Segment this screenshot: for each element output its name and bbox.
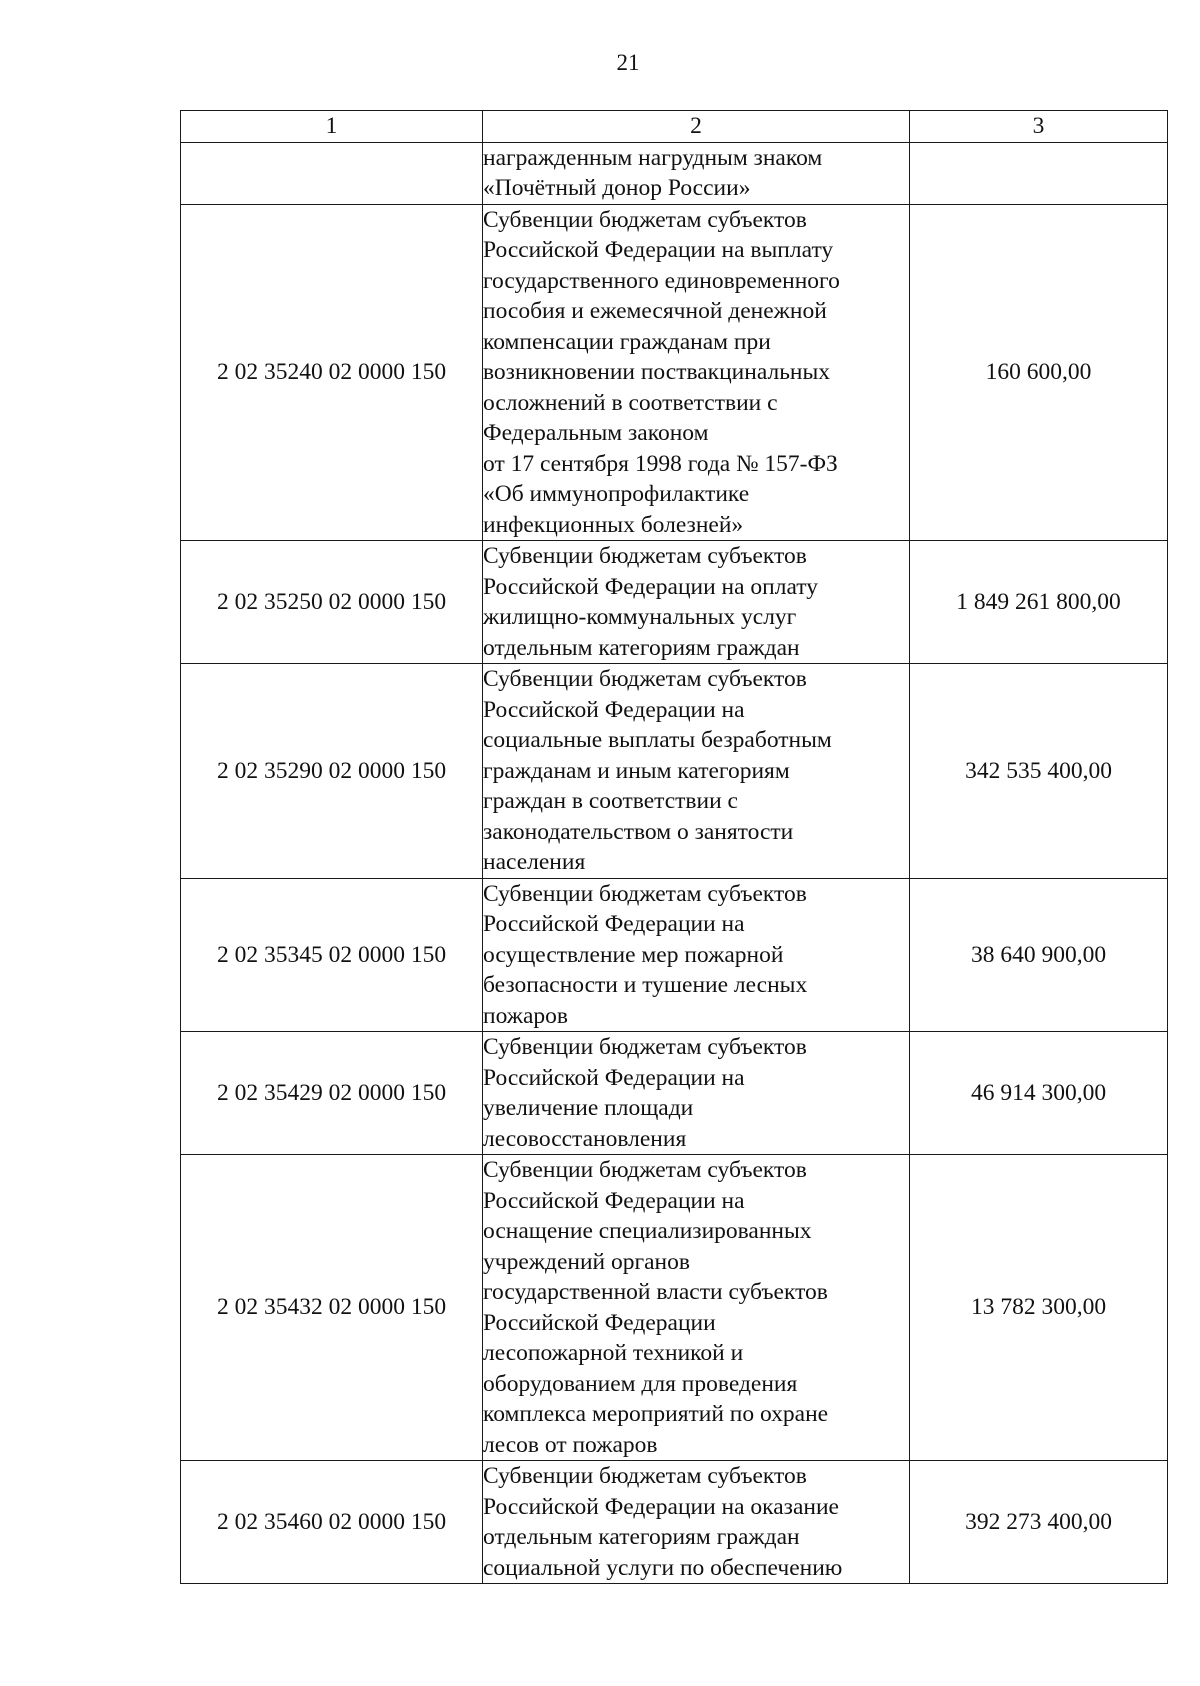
cell-description: награжденным нагрудным знаком «Почётный донор России» bbox=[483, 142, 910, 204]
cell-amount bbox=[910, 142, 1168, 204]
cell-amount: 1 849 261 800,00 bbox=[910, 541, 1168, 664]
table-row bbox=[181, 1032, 1168, 1155]
table-row bbox=[181, 204, 1168, 541]
table-row bbox=[181, 664, 1168, 879]
table-body bbox=[181, 142, 1168, 1584]
table-row bbox=[181, 1461, 1168, 1584]
column-header-amount: 3 bbox=[910, 111, 1168, 143]
column-header-code: 1 bbox=[181, 111, 483, 143]
cell-amount: 46 914 300,00 bbox=[910, 1032, 1168, 1155]
table-row bbox=[181, 142, 1168, 204]
cell-budget-code: 2 02 35429 02 0000 150 bbox=[181, 1032, 483, 1155]
cell-budget-code bbox=[181, 142, 483, 204]
cell-budget-code: 2 02 35290 02 0000 150 bbox=[181, 664, 483, 879]
cell-budget-code: 2 02 35250 02 0000 150 bbox=[181, 541, 483, 664]
table-row bbox=[181, 878, 1168, 1032]
cell-description: Субвенции бюджетам субъектов Российской Федерации на оплату жилищно-коммунальных услуг отдельным категориям граждан bbox=[483, 541, 910, 664]
table-header-row bbox=[181, 111, 1168, 143]
cell-description: Субвенции бюджетам субъектов Российской Федерации на оснащение специализированных учреждений органов государственной власти субъектов Российской Федерации лесопожарной техникой и оборудованием для проведения комплекса мероприятий по охране лесов от пожаров bbox=[483, 1155, 910, 1461]
cell-description: Субвенции бюджетам субъектов Российской Федерации на осуществление мер пожарной безопасности и тушение лесных пожаров bbox=[483, 878, 910, 1032]
cell-budget-code: 2 02 35345 02 0000 150 bbox=[181, 878, 483, 1032]
cell-amount: 160 600,00 bbox=[910, 204, 1168, 541]
column-header-description: 2 bbox=[483, 111, 910, 143]
cell-amount: 13 782 300,00 bbox=[910, 1155, 1168, 1461]
budget-revenue-table bbox=[180, 110, 1168, 1584]
page-number: 21 bbox=[616, 50, 640, 75]
cell-budget-code: 2 02 35240 02 0000 150 bbox=[181, 204, 483, 541]
table-row bbox=[181, 1155, 1168, 1461]
cell-amount: 38 640 900,00 bbox=[910, 878, 1168, 1032]
cell-description: Субвенции бюджетам субъектов Российской Федерации на выплату государственного единовременного пособия и ежемесячной денежной компенсации гражданам при возникновении поствакцинальных осложнений в соответствии с Федеральным законом от 17 сентября 1998 года № 157-ФЗ «Об иммунопрофилактике инфекционных болезней» bbox=[483, 204, 910, 541]
cell-description: Субвенции бюджетам субъектов Российской Федерации на оказание отдельным категориям граждан социальной услуги по обеспечению bbox=[483, 1461, 910, 1584]
cell-budget-code: 2 02 35432 02 0000 150 bbox=[181, 1155, 483, 1461]
cell-budget-code: 2 02 35460 02 0000 150 bbox=[181, 1461, 483, 1584]
cell-amount: 342 535 400,00 bbox=[910, 664, 1168, 879]
cell-amount: 392 273 400,00 bbox=[910, 1461, 1168, 1584]
table-row bbox=[181, 541, 1168, 664]
cell-description: Субвенции бюджетам субъектов Российской Федерации на увеличение площади лесовосстановления bbox=[483, 1032, 910, 1155]
cell-description: Субвенции бюджетам субъектов Российской Федерации на социальные выплаты безработным гражданам и иным категориям граждан в соответствии с законодательством о занятости населения bbox=[483, 664, 910, 879]
